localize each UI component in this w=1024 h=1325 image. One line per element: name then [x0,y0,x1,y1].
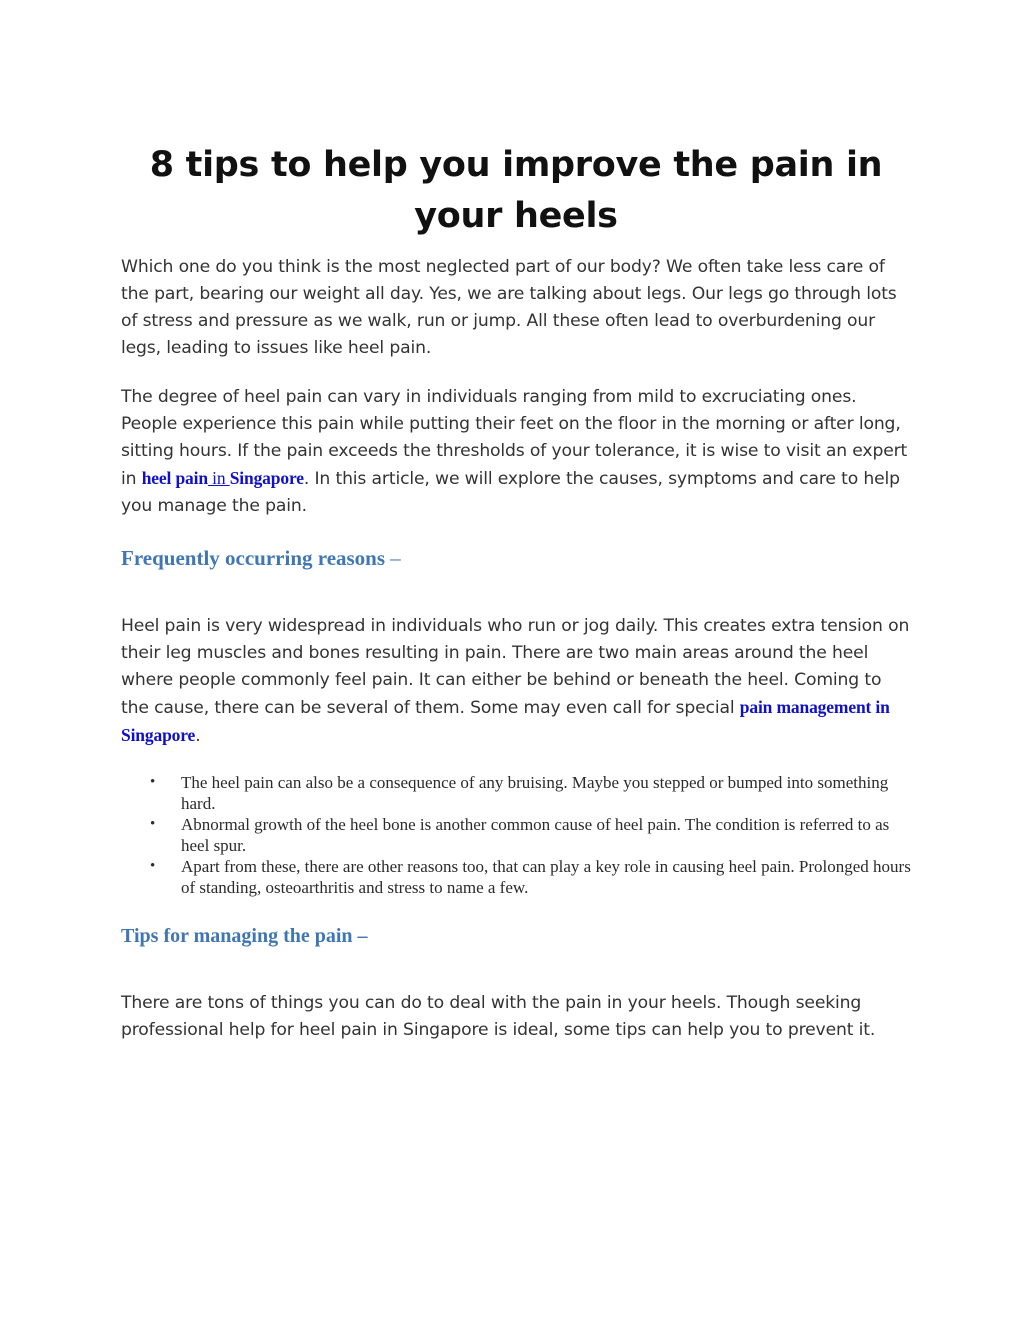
reasons-heading-text: Frequently occurring reasons [121,546,386,570]
heel-pain-link[interactable]: heel pain [141,468,208,488]
page-title: 8 tips to help you improve the pain in your heels [149,145,883,236]
in-link[interactable]: in [207,468,230,488]
bullet-text: Apart from these, there are other reasons too, that can play a key role in causing heel pain. Prolonged hours of standing, osteoarthritis and stress to name a few. [181,857,911,897]
reasons-text-after: . [195,726,201,746]
degree-paragraph [121,384,911,520]
degree-text-after: . In this article, we will explore the causes, symptoms and care to help you manage the pain. [121,469,900,516]
list-item [150,772,911,814]
tips-paragraph: There are tons of things you can do to deal with the pain in your heels. Though seeking professional help for heel pain in Singapore is ideal, some tips can help you to prevent it. [121,993,876,1040]
section-heading-tips: Tips for managing the pain – [121,925,368,947]
bullet-text: Abnormal growth of the heel bone is another common cause of heel pain. The condition is referred to as heel spur. [181,815,890,855]
list-item [150,856,911,898]
reasons-heading-dash: – [385,546,401,570]
intro-paragraph: Which one do you think is the most neglected part of our body? We often take less care of the part, bearing our weight all day. Yes, we are talking about legs. Our legs go through lots of stress and pressure as we walk, run or jump. All these often lead to overburdening our legs, leading to issues like heel pain. [121,257,897,358]
bullet-icon: • [150,816,156,832]
document-page [121,140,911,1044]
bullet-text: The heel pain can also be a consequence of any bruising. Maybe you stepped or bumped into something hard. [181,773,889,813]
pain-management-link[interactable]: pain management in Singapore [121,697,890,745]
list-item [150,814,911,856]
singapore-link[interactable]: Singapore [229,468,304,488]
degree-text-before: The degree of heel pain can vary in individuals ranging from mild to excruciating ones. People experience this pain while putting their feet on the floor in the morning or after long, sitting hours. If the pain exceeds the thresholds of your tolerance, it is wise to visit an expert in [121,387,908,489]
bullet-icon: • [150,774,156,790]
reasons-bullet-list [121,772,911,898]
section-heading-reasons [121,546,911,571]
reasons-paragraph [121,613,911,750]
reasons-text-before: Heel pain is very widespread in individuals who run or jog daily. This creates extra tension on their leg muscles and bones resulting in pain. There are two main areas around the heel where people commonly feel pain. It can either be behind or beneath the heel. Coming to the cause, there can be several of them. Some may even call for special [121,616,910,718]
bullet-icon: • [150,858,156,874]
